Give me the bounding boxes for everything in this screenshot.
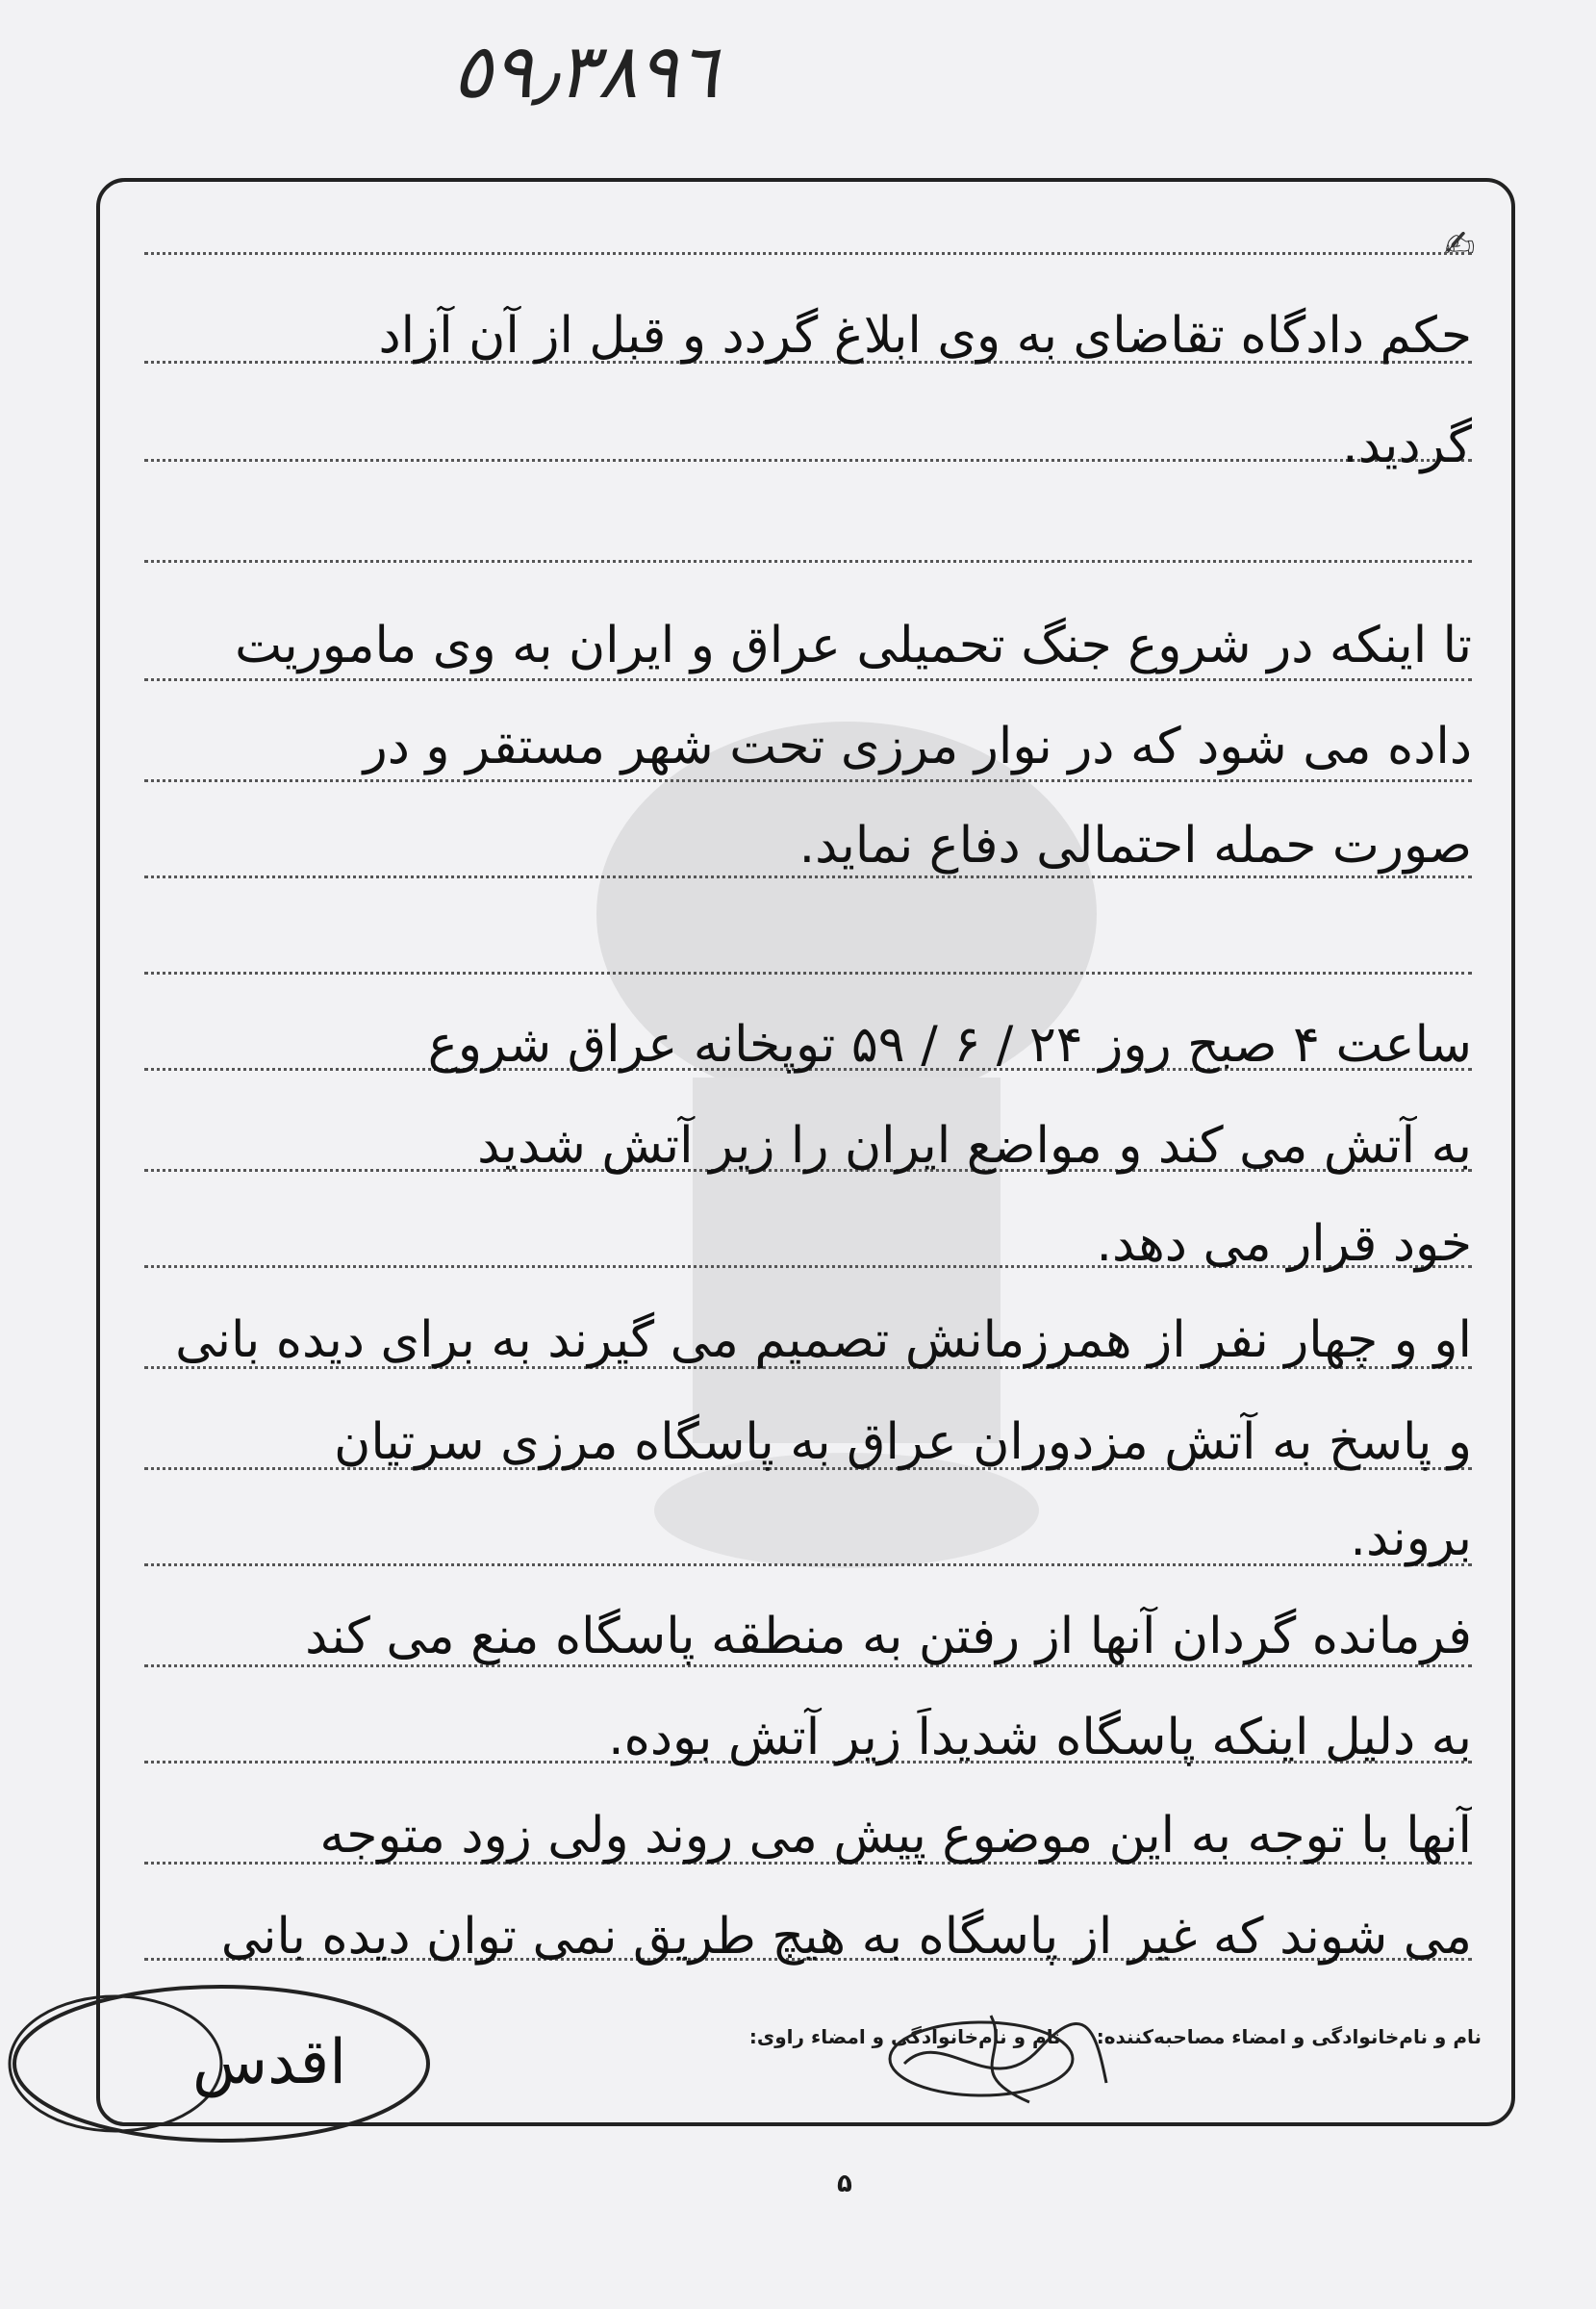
ruled-line — [144, 678, 1472, 681]
handwritten-line-7: به آتش می کند و مواضع ایران را زیر آتش شدید — [477, 1117, 1472, 1175]
ruled-line — [144, 972, 1472, 975]
handwritten-line-3: تا اینکه در شروع جنگ تحمیلی عراق و ایران به وی ماموریت — [235, 617, 1472, 674]
pen-icon: ✍ — [1443, 223, 1476, 267]
handwritten-line-9: او و چهار نفر از همرزمانش تصمیم می گیرند به برای دیده بانی — [175, 1311, 1472, 1369]
handwritten-line-6: ساعت ۴ صبح روز ۲۴ / ۶ / ۵۹ توپخانه عراق شروع — [427, 1016, 1472, 1074]
handwritten-line-13: به دلیل اینکه پاسگاه شدیداً زیر آتش بوده. — [608, 1709, 1472, 1766]
handwritten-line-11: بروند. — [1350, 1510, 1472, 1567]
ruled-line — [144, 560, 1472, 563]
ruled-line — [144, 875, 1472, 878]
narrator-signature-icon — [0, 1967, 462, 2169]
narrator-label: نام و نام‌خانوادگی و امضاء راوی: — [748, 2025, 1061, 2048]
interviewer-signature-icon — [847, 1996, 1135, 2131]
handwritten-line-15: می شوند که غیر از پاسگاه به هیچ طریق نمی توان دیده بانی — [220, 1908, 1472, 1966]
handwritten-line-8: خود قرار می دهد. — [1096, 1215, 1472, 1273]
page-number: ۵ — [837, 2169, 852, 2198]
handwritten-line-10: و پاسخ به آتش مزدوران عراق به پاسگاه مرزی سرتیان — [334, 1413, 1472, 1471]
handwritten-line-14: آنها با توجه به این موضوع پیش می روند ولی زود متوجه — [319, 1807, 1472, 1865]
svg-text:اقدس: اقدس — [191, 2027, 347, 2098]
handwritten-line-4: داده می شود که در نوار مرزی تحت شهر مستقر و در — [363, 718, 1472, 775]
ruled-line — [144, 252, 1472, 255]
handwritten-line-2: گردید. — [1342, 417, 1472, 474]
ruled-line — [144, 779, 1472, 782]
handwritten-line-12: فرمانده گردان آنها از رفتن به منطقه پاسگاه منع می کند — [305, 1608, 1472, 1665]
interviewer-label: نام و نام‌خانوادگی و امضاء مصاحبه‌کننده: — [1096, 2025, 1482, 2048]
handwritten-line-5: صورت حمله احتمالی دفاع نماید. — [798, 817, 1472, 875]
handwritten-line-1: حکم دادگاه تقاضای به وی ابلاغ گردد و قبل از آن آزاد — [378, 307, 1472, 365]
archive-number: ٥٩٫٣٨٩٦ — [452, 29, 719, 115]
